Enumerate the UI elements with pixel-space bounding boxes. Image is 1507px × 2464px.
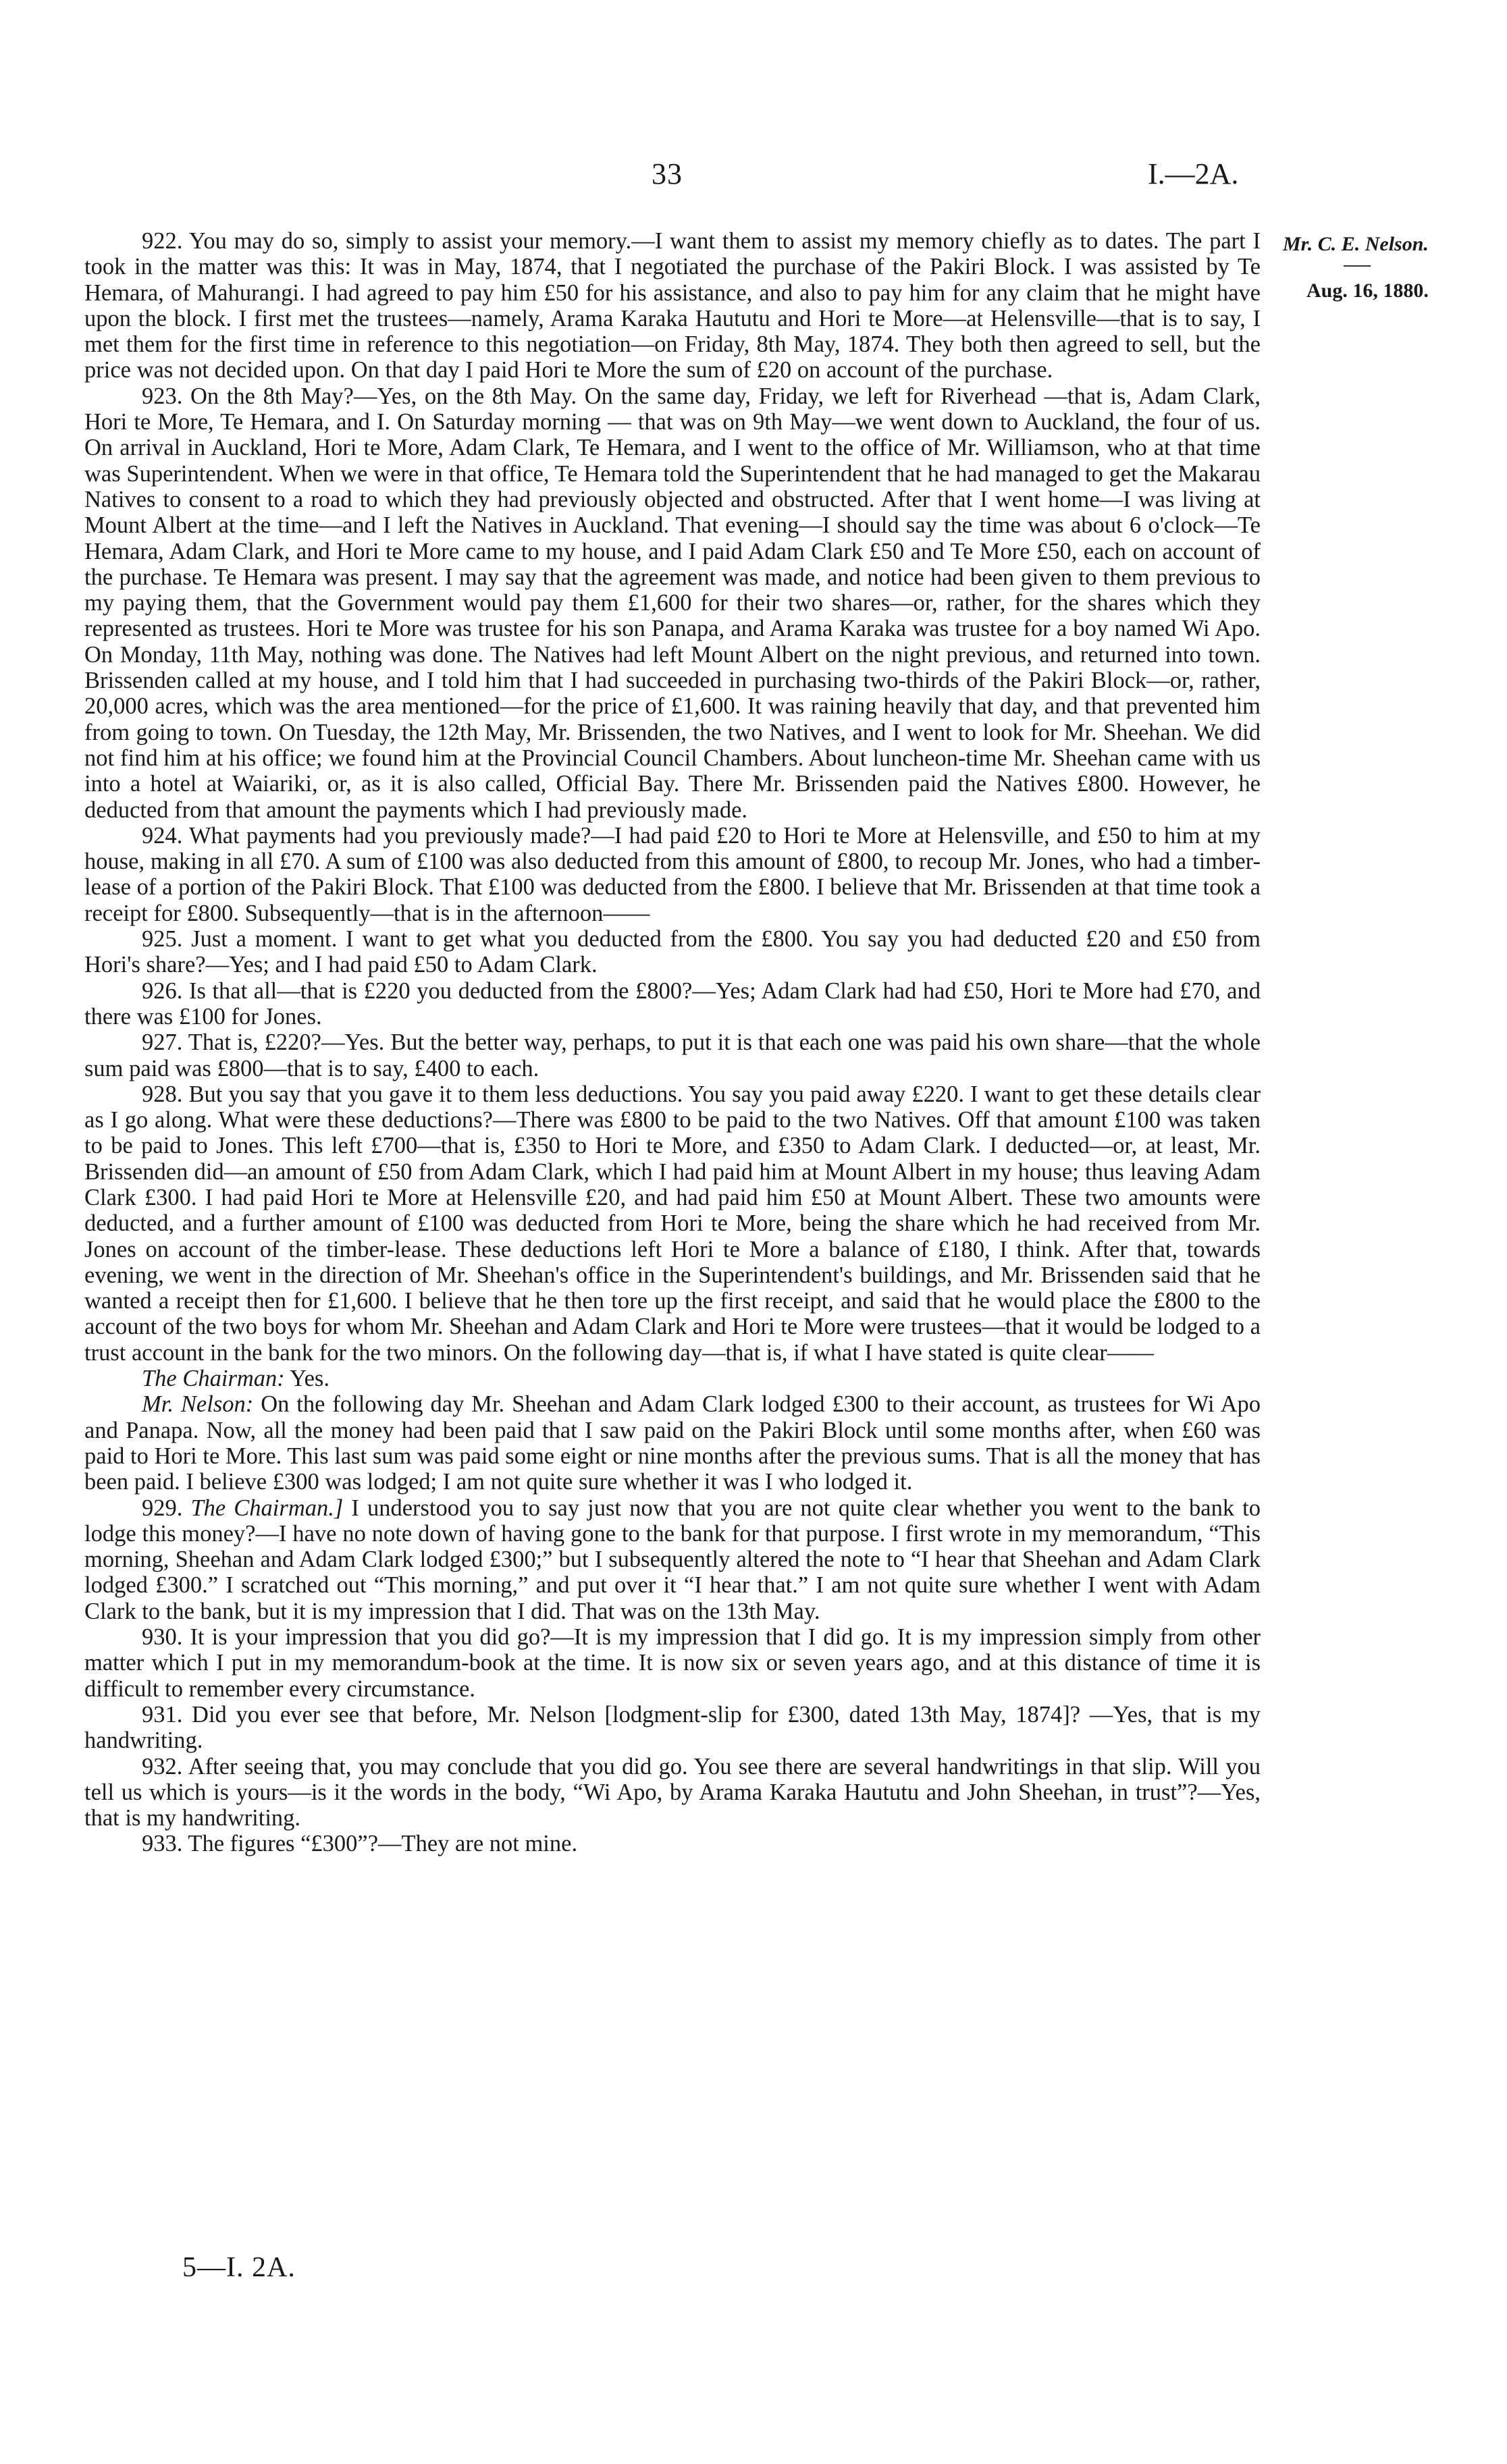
chairman-speaker: The Chairman: [142, 1366, 285, 1392]
paragraph-925: 925. Just a moment. I want to get what you deducted from the £800. You say you had deducted £20 and £50 from Hori's share?—Yes; and I had paid £50 to Adam Clark. [84, 926, 1261, 978]
nelson-statement-text: On the following day Mr. Sheehan and Adam Clark lodged £300 to their account, as trustees for Wi Apo and Panapa. Now, all the money had been paid that I saw paid on the Pakiri Block until some months after, when £60 was paid to Hori te More. This last sum was paid some eight or nine months after the previous sums. That is all the money that has been paid. I believe £300 was lodged; I am not quite sure whether it was I who lodged it. [84, 1391, 1261, 1495]
paragraph-929-speaker: The Chairman.] [190, 1495, 344, 1521]
page-number: 33 [652, 157, 683, 190]
paragraph-931: 931. Did you ever see that before, Mr. Nelson [lodgment-slip for £300, dated 13th May, 1874]? —Yes, that is my handwriting. [84, 1701, 1261, 1754]
paragraph-932: 932. After seeing that, you may conclude that you did go. You see there are several handwritings in that slip. Will you tell us which is yours—is it the words in the body, “Wi Apo, by Arama Karaka Haututu and John Sheehan, in trust”?—Yes, that is my handwriting. [84, 1753, 1261, 1831]
paragraph-928: 928. But you say that you gave it to them less deductions. You say you paid away £220. I want to get these details clear as I go along. What were these deductions?—There was £800 to be paid to the two Natives. Off that amount £100 was taken to be paid to Jones. This left £700—that is, £350 to Hori te More, and £350 to Adam Clark. I deducted—or, at least, Mr. Brissenden did—an amount of £50 from Adam Clark, which I had paid him at Mount Albert in my house; thus leaving Adam Clark £300. I had paid Hori te More at Helensville £20, and had paid him £50 at Mount Albert. These two amounts were deducted, and a further amount of £100 was deducted from Hori te More, being the share which he had received from Mr. Jones on account of the timber-lease. These deductions left Hori te More a balance of £180, I think. After that, towards evening, we went in the direction of Mr. Sheehan's office in the Superintendent's buildings, and Mr. Brissenden said that he wanted a receipt then for £1,600. I believe that he then tore up the first receipt, and said that he would place the £800 to the account of the two boys for whom Mr. Sheehan and Adam Clark and Hori te More were trustees—that it would be lodged to a trust account in the bank for the two minors. On the following day—that is, if what I have stated is quite clear—— [84, 1081, 1261, 1366]
margin-witness-name: Mr. C. E. Nelson. [1283, 233, 1429, 255]
margin-divider [1344, 265, 1371, 267]
printer-signature: 5—I. 2A. [182, 2252, 296, 2283]
paragraph-922: 922. You may do so, simply to assist your memory.—I want them to assist my memory chiefly as to dates. The part I took in the matter was this: It was in May, 1874, that I negotiated the purchase of the Pakiri Block. I was assisted by Te Hemara, of Mahurangi. I had agreed to pay him £50 for his assistance, and also to pay him for any claim that he might have upon the block. I first met the trustees—namely, Arama Karaka Haututu and Hori te More—at Helensville—that is to say, I met them for the first time in reference to this negotiation—on Friday, 8th May, 1874. They both then agreed to sell, but the price was not decided upon. On that day I paid Hori te More the sum of £20 on account of the purchase. [84, 228, 1261, 383]
paragraph-924: 924. What payments had you previously made?—I had paid £20 to Hori te More at Helensville, and £50 to him at my house, making in all £70. A sum of £100 was also deducted from this amount of £800, to recoup Mr. Jones, who had a timber-lease of a portion of the Pakiri Block. That £100 was deducted from the £800. I believe that Mr. Brissenden at that time took a receipt for £800. Subsequently—that is in the afternoon—— [84, 822, 1261, 926]
nelson-statement [84, 1391, 1261, 1495]
nelson-speaker: Mr. Nelson: [142, 1391, 254, 1418]
paragraph-923: 923. On the 8th May?—Yes, on the 8th May. On the same day, Friday, we left for Riverhead —that is, Adam Clark, Hori te More, Te Hemara, and I. On Saturday morning — that was on 9th May—we went down to Auckland, the four of us. On arrival in Auckland, Hori te More, Adam Clark, Te Hemara, and I went to the office of Mr. Williamson, who at that time was Superintendent. When we were in that office, Te Hemara told the Superintendent that he had managed to get the Makarau Natives to consent to a road to which they had previously objected and obstructed. After that I went home—I was living at Mount Albert at the time—and I left the Natives in Auckland. That evening—I should say the time was about 6 o'clock—Te Hemara, Adam Clark, and Hori te More came to my house, and I paid Adam Clark £50 and Te More £50, each on account of the purchase. Te Hemara was present. I may say that the agreement was made, and notice had been given to them previous to my paying them, that the Government would pay them £1,600 for their two shares—or, rather, for the shares which they represented as trustees. Hori te More was trustee for his son Panapa, and Arama Karaka was trustee for a boy named Wi Apo. On Monday, 11th May, nothing was done. The Natives had left Mount Albert on the night previous, and returned into town. Brissenden called at my house, and I told him that I had succeeded in purchasing two-thirds of the Pakiri Block—or, rather, 20,000 acres, which was the area mentioned—for the price of £1,600. It was raining heavily that day, and that prevented him from going to town. On Tuesday, the 12th May, Mr. Brissenden, the two Natives, and I went to look for Mr. Sheehan. We did not find him at his office; we found him at the Provincial Council Chambers. About luncheon-time Mr. Sheehan came with us into a hotel at Waiariki, or, as it is also called, Official Bay. There Mr. Brissenden paid the Natives £800. However, he deducted from that amount the payments which I had previously made. [84, 383, 1261, 823]
document-code: I.—2A. [1148, 157, 1239, 190]
paragraph-929-text: I understood you to say just now that you are not quite clear whether you went to the bank to lodge this money?—I have no note down of having gone to the bank for that purpose. I first wrote in my memorandum, “This morning, Sheehan and Adam Clark lodged £300;” but I subsequently altered the note to “I hear that Sheehan and Adam Clark lodged £300.” I scratched out “This morning,” and put over it “I hear that.” I am not quite sure whether I went with Adam Clark to the bank, but it is my impression that I did. That was on the 13th May. [84, 1495, 1261, 1624]
chairman-remark [84, 1366, 1261, 1391]
paragraph-929 [84, 1495, 1261, 1624]
chairman-remark-text: Yes. [284, 1366, 329, 1392]
paragraph-930: 930. It is your impression that you did go?—It is my impression that I did go. It is my impression simply from other matter which I put in my memorandum-book at the time. It is now six or seven years ago, and at this distance of time it is difficult to remember every circumstance. [84, 1624, 1261, 1702]
paragraph-927: 927. That is, £220?—Yes. But the better way, perhaps, to put it is that each one was paid his own share—that the whole sum paid was £800—that is to say, £400 to each. [84, 1029, 1261, 1081]
paragraph-926: 926. Is that all—that is £220 you deducted from the £800?—Yes; Adam Clark had had £50, Hori te More had £70, and there was £100 for Jones. [84, 977, 1261, 1029]
paragraph-929-number: 929. [142, 1495, 183, 1521]
paragraph-933: 933. The figures “£300”?—They are not mine. [142, 1831, 578, 1857]
evidence-body [84, 228, 1261, 1857]
margin-date: Aug. 16, 1880. [1306, 279, 1429, 302]
